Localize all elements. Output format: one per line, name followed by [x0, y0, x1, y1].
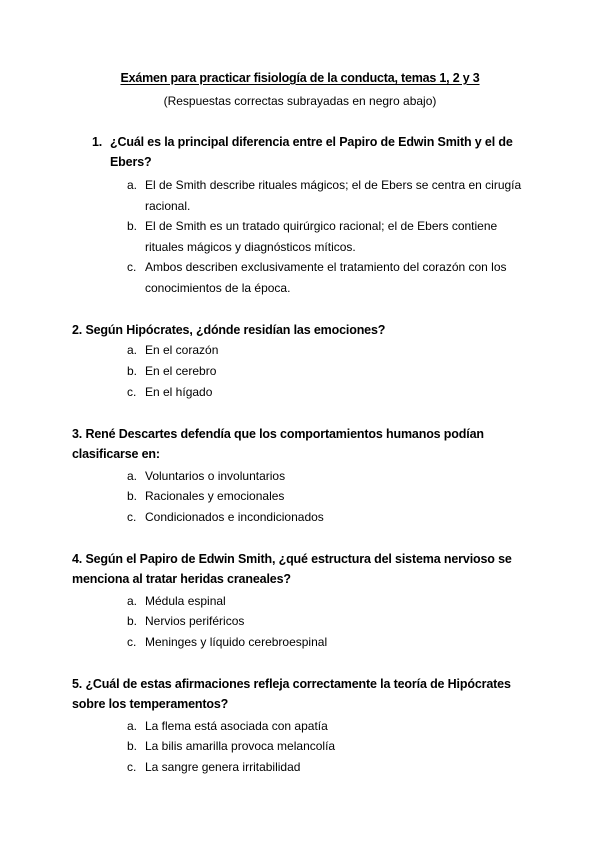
question-text-line1: ¿Cuál es la principal diferencia entre el Papiro de Edwin Smith y el de: [110, 135, 513, 149]
option-1a: [127, 175, 532, 216]
question-text-line2: menciona al tratar heridas craneales?: [72, 572, 291, 586]
question-3: [72, 424, 532, 464]
question-2: [72, 320, 532, 340]
question-4: [72, 549, 542, 589]
question-text-line1: 3. René Descartes defendía que los comportamientos humanos podían: [72, 427, 484, 441]
option-4b: [127, 611, 532, 632]
option-letter: c.: [127, 385, 137, 399]
option-letter: a.: [127, 719, 138, 733]
option-letter: a.: [127, 178, 138, 192]
option-5b: [127, 736, 532, 757]
option-letter: a.: [127, 594, 138, 608]
option-letter: c.: [127, 260, 137, 274]
question-text-line1: 5. ¿Cuál de estas afirmaciones refleja correctamente la teoría de Hipócrates: [72, 677, 511, 691]
option-letter: b.: [127, 219, 138, 233]
option-text-line1: En el corazón: [145, 343, 219, 357]
option-letter: b.: [127, 364, 138, 378]
option-text-line1: Voluntarios o involuntarios: [145, 469, 286, 483]
exam-subtitle: (Respuestas correctas subrayadas en negro abajo): [163, 94, 437, 108]
option-letter: b.: [127, 739, 138, 753]
option-letter: b.: [127, 614, 138, 628]
option-text-line2: conocimientos de la época.: [145, 280, 291, 295]
option-text-line1: La flema está asociada con apatía: [145, 719, 328, 733]
option-5c: [127, 757, 532, 778]
option-letter: c.: [127, 635, 137, 649]
option-letter: c.: [127, 510, 137, 524]
option-5a: [127, 716, 532, 737]
option-text-line1: Meninges y líquido cerebroespinal: [145, 635, 328, 649]
option-text-line1: El de Smith es un tratado quirúrgico racional; el de Ebers contiene: [145, 219, 498, 233]
option-letter: a.: [127, 343, 138, 357]
option-text-line1: La bilis amarilla provoca melancolía: [145, 739, 336, 753]
option-letter: b.: [127, 489, 138, 503]
question-number: 1.: [92, 135, 103, 149]
question-5: [72, 674, 542, 714]
option-2a: [127, 340, 532, 361]
question-text-line1: 4. Según el Papiro de Edwin Smith, ¿qué estructura del sistema nervioso se: [72, 552, 512, 566]
option-3c: [127, 507, 532, 528]
question-text-line2: clasificarse en:: [72, 447, 160, 461]
option-letter: c.: [127, 760, 137, 774]
option-1b: [127, 216, 532, 257]
option-text-line2: racional.: [145, 198, 191, 213]
option-4c: [127, 632, 532, 653]
option-text-line2: rituales mágicos y diagnósticos míticos.: [145, 239, 356, 254]
exam-title: Exámen para practicar fisiología de la conducta, temas 1, 2 y 3: [120, 71, 480, 85]
question-text-line1: 2. Según Hipócrates, ¿dónde residían las emociones?: [72, 323, 386, 337]
option-text-line1: En el hígado: [145, 385, 213, 399]
option-text-line1: Condicionados e incondicionados: [145, 510, 324, 524]
option-text-line1: Nervios periféricos: [145, 614, 245, 628]
option-text-line1: En el cerebro: [145, 364, 217, 378]
option-2b: [127, 361, 532, 382]
question-text-line2: sobre los temperamentos?: [72, 697, 229, 711]
option-text-line1: Médula espinal: [145, 594, 226, 608]
option-2c: [127, 382, 532, 403]
option-3b: [127, 486, 532, 507]
option-text-line1: La sangre genera irritabilidad: [145, 760, 301, 774]
question-text-line2: Ebers?: [110, 155, 152, 169]
question-1: [92, 132, 532, 172]
option-text-line1: Ambos describen exclusivamente el tratamiento del corazón con los: [145, 260, 507, 274]
option-4a: [127, 591, 532, 612]
option-text-line1: El de Smith describe rituales mágicos; el de Ebers se centra en cirugía: [145, 178, 522, 192]
option-1c: [127, 257, 532, 298]
option-letter: a.: [127, 469, 138, 483]
option-3a: [127, 466, 532, 487]
option-text-line1: Racionales y emocionales: [145, 489, 285, 503]
